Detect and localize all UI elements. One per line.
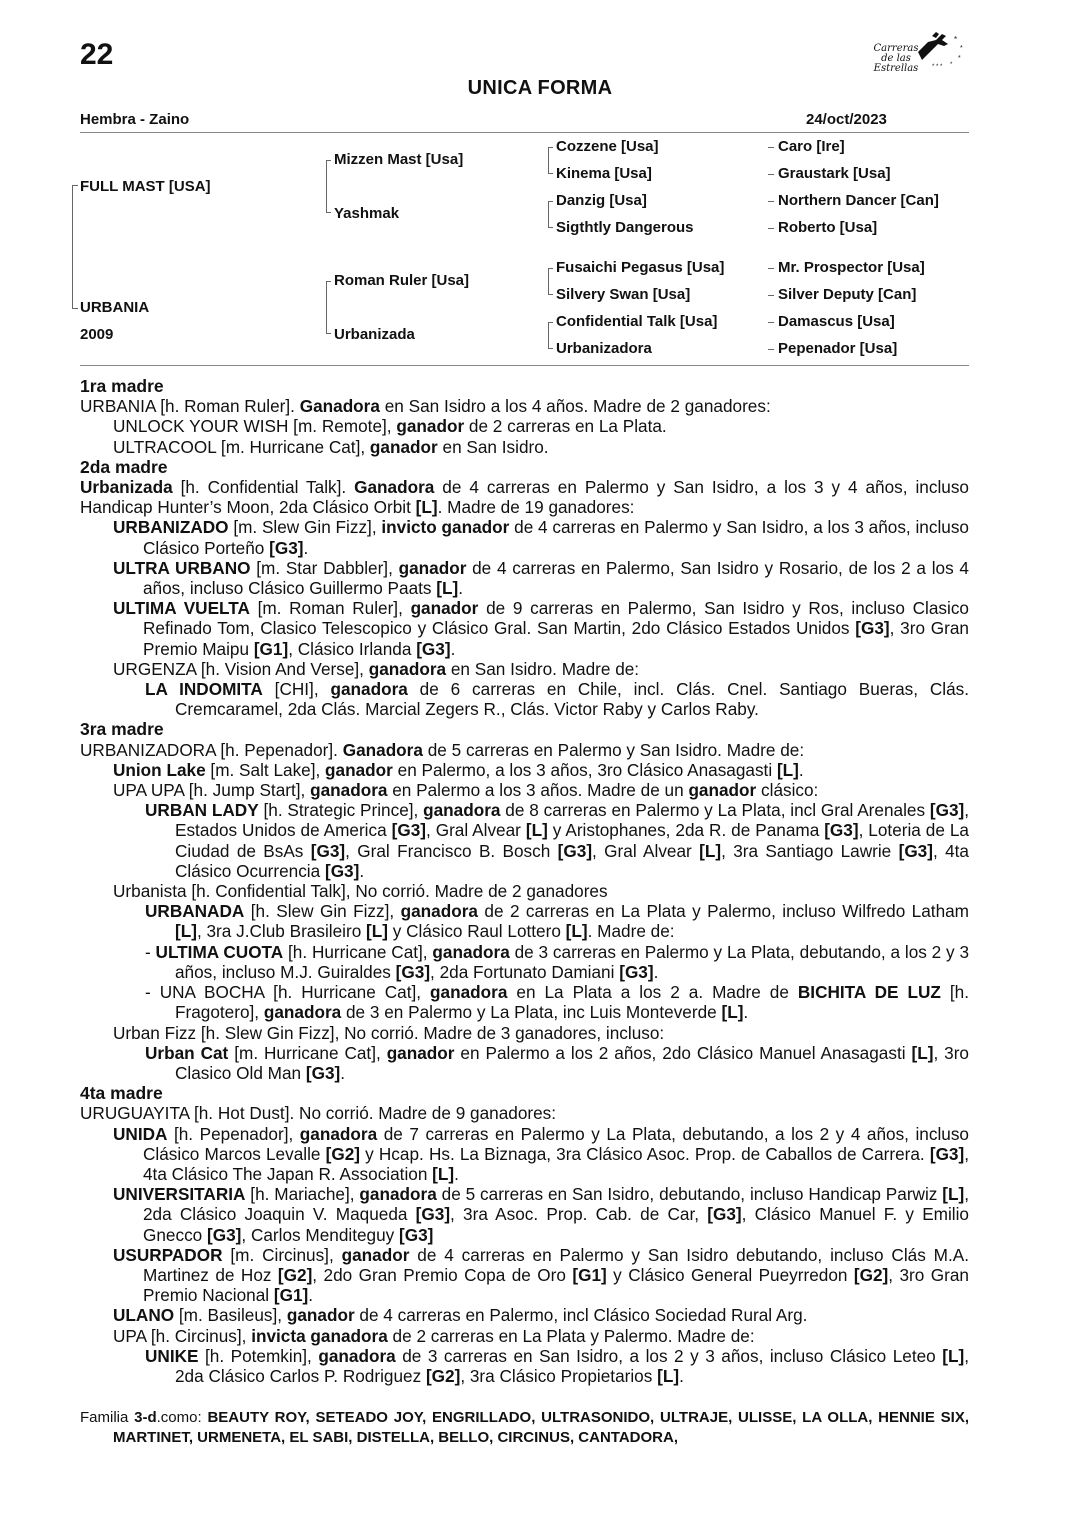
family-line: Familia 3-d.como: BEAUTY ROY, SETEADO JOY, ENGRILLADO, ULTRASONIDO, ULTRAJE, ULISSE, LA OLLA, HENNIE SIX, MARTINET, URMENETA, EL SABI, DISTELLA, BELLO, CIRCINUS, CANTADORA, — [80, 1409, 969, 1446]
logo-text: Carreras de las Estrellas — [873, 43, 919, 74]
report-date: 24/oct/2023 — [806, 111, 887, 128]
g4-8: Pepenador [Usa] — [778, 340, 898, 357]
svg-text:* * *: * * * — [932, 64, 943, 70]
svg-text:*: * — [950, 62, 953, 68]
heading-4ta-madre: 4ta madre — [80, 1083, 163, 1104]
g4-6: Silver Deputy [Can] — [778, 286, 917, 303]
g3-3: Danzig [Usa] — [556, 192, 647, 209]
g2-dam-dam: Urbanizada — [334, 326, 415, 343]
sire-name: FULL MAST [USA] — [80, 178, 211, 195]
heading-1ra-madre: 1ra madre — [80, 376, 164, 396]
list-item: Urbanista [h. Confidential Talk], No corrió. Madre de 2 ganadores — [113, 881, 608, 902]
list-item: UNIDA [h. Pepenador], ganadora de 7 carreras en Palermo y La Plata, debutando, a los 2 y 4 años, incluso Clásico Marcos Levalle [G2] y Hcap. Hs. La Biznaga, 3ra Clásico Asoc. Prop. de Caballos de Carrera. [G3], 4ta Clásico The Japan R. Association [L]. — [113, 1123, 969, 1184]
svg-text:*: * — [958, 55, 961, 62]
heading-3ra-madre: 3ra madre — [80, 719, 164, 740]
g3-4: Sigthtly Dangerous — [556, 219, 694, 236]
g3-2: Kinema [Usa] — [556, 165, 652, 182]
list-item: LA INDOMITA [CHI], ganadora de 6 carreras en Chile, incl. Clás. Cnel. Santiago Bueras, Clás. Cremcaramel, 2da Clás. Marcial Zegers R., Clás. Victor Raby y Carlos Raby. — [145, 679, 970, 720]
g4-4: Roberto [Usa] — [778, 219, 878, 236]
list-item: ULTRA URBANO [m. Star Dabbler], ganador de 4 carreras en Palermo, San Isidro y Rosario, de los 2 a los 4 años, incluso Clásico Guillermo Paats [L]. — [113, 557, 969, 599]
list-item: UNLOCK YOUR WISH [m. Remote], ganador de 2 carreras en La Plata. — [113, 416, 667, 437]
g4-2: Graustark [Usa] — [778, 165, 891, 182]
g2-sire-dam: Yashmak — [334, 205, 400, 222]
g3-6: Silvery Swan [Usa] — [556, 286, 691, 303]
g3-1: Cozzene [Usa] — [556, 138, 659, 155]
first-dam-line: URBANIA [h. Roman Ruler]. Ganadora en San Isidro a los 4 años. Madre de 2 ganadores: — [80, 396, 771, 417]
list-item: URBANIZADO [m. Slew Gin Fizz], invicto ganador de 4 carreras en Palermo y San Isidro, a los 3 años, incluso Clásico Porteño [G3]. — [113, 517, 969, 558]
g4-5: Mr. Prospector [Usa] — [778, 259, 925, 276]
list-item: ULTIMA VUELTA [m. Roman Ruler], ganador de 9 carreras en Palermo, San Isidro y Ros, incluso Clasico Refinado Tom, Clasico Telescopico y Clásico Gral. San Martin, 2do Clásico Estados Unidos [G3], 3ro Gran Premio Maipu [G1], Clásico Irlanda [G3]. — [113, 598, 969, 659]
list-item: UPA UPA [h. Jump Start], ganadora en Palermo a los 3 años. Madre de un ganador clásico: — [113, 780, 819, 801]
list-item: - ULTIMA CUOTA [h. Hurricane Cat], ganadora de 3 carreras en Palermo y La Plata, debutando, a los 2 y 3 años, incluso M.J. Guiraldes [G3], 2da Fortunato Damiani [G3]. — [145, 941, 970, 982]
horse-name-title: UNICA FORMA — [467, 77, 613, 99]
g3-7: Confidential Talk [Usa] — [556, 313, 718, 330]
svg-text:*: * — [954, 35, 958, 44]
svg-text:*: * — [960, 45, 963, 52]
list-item: UNIKE [h. Potemkin], ganadora de 3 carreras en San Isidro, a los 2 y 3 años, incluso Clásico Leteo [L], 2da Clásico Carlos P. Rodriguez [G2], 3ra Clásico Propietarios [L]. — [145, 1345, 969, 1386]
second-dam-line: Urbanizada [h. Confidential Talk]. Ganadora de 4 carreras en Palermo y San Isidro, a los 3 y 4 años, incluso Handicap Hunter’s Moon, 2da Clásico Orbit [L]. Madre de 19 ganadores: — [80, 477, 969, 518]
produce-record — [80, 376, 969, 1386]
fourth-dam-line: URUGUAYITA [h. Hot Dust]. No corrió. Madre de 9 ganadores: — [80, 1103, 557, 1124]
pedigree-rule — [80, 365, 969, 366]
g4-1: Caro [Ire] — [778, 138, 845, 155]
page-number: 22 — [80, 38, 114, 71]
list-item: ULTRACOOL [m. Hurricane Cat], ganador en San Isidro. — [113, 436, 549, 457]
list-item: URBAN LADY [h. Strategic Prince], ganadora de 8 carreras en Palermo y La Plata, incl Gral Arenales [G3], Estados Unidos de America [G3], Gral Alvear [L] y Aristophanes, 2da R. de Panama [G3], Loteria de La Ciudad de BsAs [G3], Gral Francisco B. Bosch [G3], Gral Alvear [L], 3ra Santiago Lawrie [G3], 4ta Clásico Ocurrencia [G3]. — [145, 800, 970, 881]
g3-8: Urbanizadora — [556, 340, 652, 357]
g4-3: Northern Dancer [Can] — [778, 192, 939, 209]
sex-color: Hembra - Zaino — [80, 111, 190, 128]
list-item: USURPADOR [m. Circinus], ganador de 4 carreras en Palermo y San Isidro debutando, incluso Clás M.A. Martinez de Hoz [G2], 2do Gran Premio Copa de Oro [G1] y Clásico General Pueyrredon [G2], 3ro Gran Premio Nacional [G1]. — [113, 1244, 970, 1306]
list-item: ULANO [m. Basileus], ganador de 4 carreras en Palermo, incl Clásico Sociedad Rural Arg. — [113, 1305, 808, 1326]
g2-dam-sire: Roman Ruler [Usa] — [334, 272, 470, 289]
g4-7: Damascus [Usa] — [778, 313, 895, 330]
list-item: URGENZA [h. Vision And Verse], ganadora en San Isidro. Madre de: — [113, 658, 640, 679]
list-item: Urban Fizz [h. Slew Gin Fizz], No corrió. Madre de 3 ganadores, incluso: — [113, 1022, 665, 1043]
list-item: - UNA BOCHA [h. Hurricane Cat], ganadora en La Plata a los 2 a. Madre de BICHITA DE LUZ [h. Fragotero], ganadora de 3 en Palermo y La Plata, inc Luis Monteverde [L]. — [145, 982, 969, 1023]
third-dam-line: URBANIZADORA [h. Pepenador]. Ganadora de 5 carreras en Palermo y San Isidro. Madre de: — [80, 739, 805, 760]
family-footer — [80, 1408, 969, 1448]
dam-year: 2009 — [80, 326, 114, 343]
pedigree-chart — [0, 0, 1080, 380]
list-item: Union Lake [m. Salt Lake], ganador en Palermo, a los 3 años, 3ro Clásico Anasagasti [L]. — [113, 759, 804, 780]
g3-5: Fusaichi Pegasus [Usa] — [556, 259, 725, 276]
heading-2da-madre: 2da madre — [80, 456, 168, 477]
list-item: Urban Cat [m. Hurricane Cat], ganador en Palermo a los 2 años, 2do Clásico Manuel Anasagasti [L], 3ro Clasico Old Man [G3]. — [145, 1042, 969, 1083]
list-item: UNIVERSITARIA [h. Mariache], ganadora de 5 carreras en San Isidro, debutando, incluso Handicap Parwiz [L], 2da Clásico Joaquin V. Maqueda [G3], 3ra Asoc. Prop. Cab. de Car, [G3], Clásico Manuel F. y Emilio Gnecco [G3], Carlos Menditeguy [G3] — [113, 1184, 969, 1245]
dam-name: URBANIA — [80, 299, 150, 316]
list-item: URBANADA [h. Slew Gin Fizz], ganadora de 2 carreras en La Plata y Palermo, incluso Wilfredo Latham [L], 3ra J.Club Brasileiro [L] y Clásico Raul Lottero [L]. Madre de: — [145, 901, 970, 942]
g2-sire-sire: Mizzen Mast [Usa] — [334, 151, 464, 168]
list-item: UPA [h. Circinus], invicta ganadora de 2 carreras en La Plata y Palermo. Madre de: — [113, 1325, 755, 1346]
